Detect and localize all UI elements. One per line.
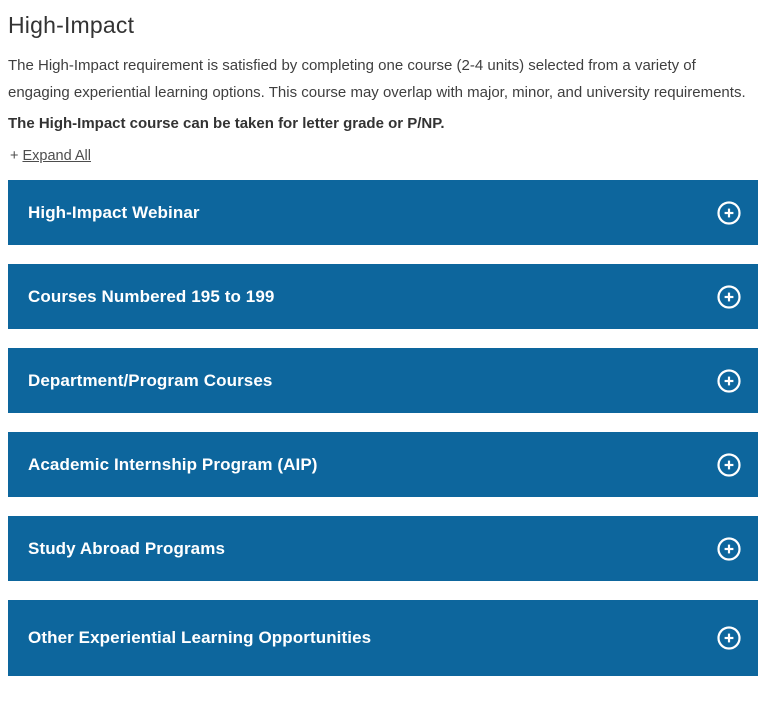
accordion-item-study-abroad-programs[interactable] (8, 516, 758, 581)
grading-note: The High-Impact course can be taken for letter grade or P/NP. (8, 115, 445, 132)
accordion-item-label: Courses Numbered 195 to 199 (28, 286, 275, 306)
accordion-item-high-impact-webinar[interactable] (8, 180, 758, 245)
accordion-item-label: Department/Program Courses (28, 370, 273, 390)
accordion-list (8, 180, 758, 676)
expand-all-link[interactable] (10, 147, 91, 166)
page-title: High-Impact (8, 12, 135, 38)
accordion-item-academic-internship-program[interactable] (8, 432, 758, 497)
plus-circle-icon[interactable] (717, 453, 741, 477)
plus-circle-icon[interactable] (717, 201, 741, 225)
accordion-item-department-program-courses[interactable] (8, 348, 758, 413)
accordion-item-courses-195-199[interactable] (8, 264, 758, 329)
accordion-item-label: Other Experiential Learning Opportunities (28, 628, 372, 647)
plus-circle-icon[interactable] (717, 285, 741, 309)
accordion-item-label: High-Impact Webinar (28, 202, 200, 222)
plus-circle-icon[interactable] (717, 537, 741, 561)
expand-all-plus-icon: + (10, 148, 19, 164)
plus-circle-icon[interactable] (717, 369, 741, 393)
expand-all-label[interactable]: Expand All (22, 148, 91, 164)
intro-paragraph: The High-Impact requirement is satisfied by completing one course (2-4 units) selected from a variety of engaging experiential learning options. This course may overlap with major, minor, and university requirements. (8, 57, 746, 101)
high-impact-page (0, 11, 769, 676)
accordion-item-label: Study Abroad Programs (28, 538, 226, 558)
plus-circle-icon[interactable] (717, 626, 741, 650)
accordion-item-other-experiential-learning[interactable] (8, 600, 758, 676)
accordion-item-label: Academic Internship Program (AIP) (28, 454, 318, 474)
